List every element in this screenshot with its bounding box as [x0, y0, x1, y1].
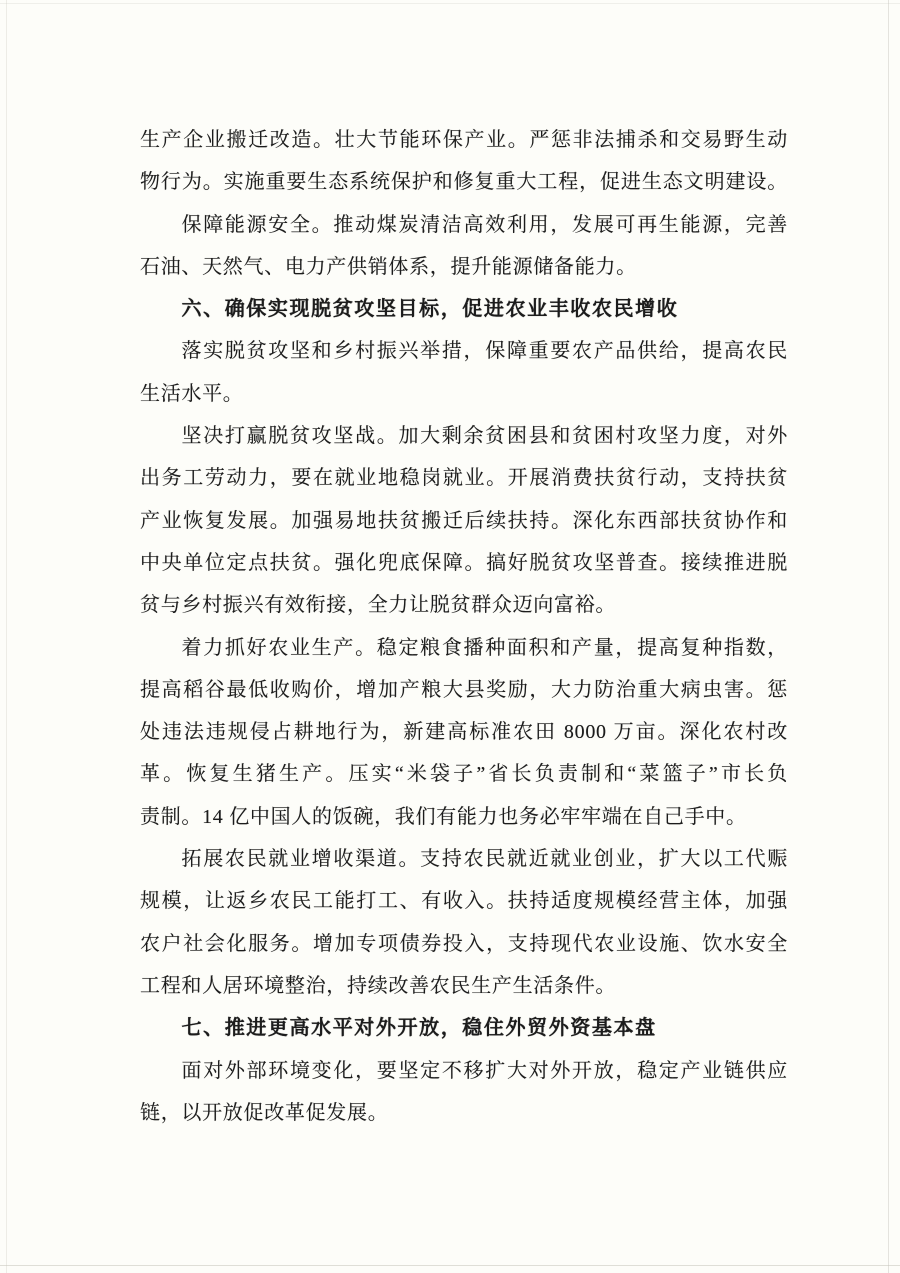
text-line: 贫与乡村振兴有效衔接，全力让脱贫群众迈向富裕。	[140, 594, 617, 617]
scan-edge-top	[0, 3, 900, 4]
section-heading: 六、确保实现脱贫攻坚目标，促进农业丰收农民增收	[181, 298, 679, 321]
text-line: 拓展农民就业增收渠道。支持农民就近就业创业，扩大以工代赈	[181, 848, 788, 871]
text-line: 责制。14 亿中国人的饭碗，我们有能力也务必牢牢端在自己手中。	[140, 805, 747, 828]
text-line: 物行为。实施重要生态系统保护和修复重大工程，促进生态文明建设。	[140, 171, 788, 194]
text-line: 出务工劳动力，要在就业地稳岗就业。开展消费扶贫行动，支持扶贫	[140, 467, 788, 490]
text-line: 落实脱贫攻坚和乡村振兴举措，保障重要农产品供给，提高农民	[181, 340, 788, 363]
text-line: 面对外部环境变化，要坚定不移扩大对外开放，稳定产业链供应	[181, 1059, 788, 1082]
text-line: 革。恢复生猪生产。压实“米袋子”省长负责制和“菜篮子”市长负	[140, 763, 788, 786]
scan-edge-left	[6, 0, 7, 1273]
text-line: 生产企业搬迁改造。壮大节能环保产业。严惩非法捕杀和交易野生动	[140, 129, 788, 151]
document-text-block	[140, 119, 788, 1134]
text-line: 保障能源安全。推动煤炭清洁高效利用，发展可再生能源，完善	[181, 213, 788, 236]
text-line: 着力抓好农业生产。稳定粮食播种面积和产量，提高复种指数，	[181, 636, 788, 659]
text-line: 链，以开放促改革促发展。	[140, 1101, 389, 1124]
section-heading: 七、推进更高水平对外开放，稳住外贸外资基本盘	[181, 1017, 657, 1040]
text-line: 提高稻谷最低收购价，增加产粮大县奖励，大力防治重大病虫害。惩	[140, 678, 788, 701]
scan-edge-right	[888, 0, 889, 1273]
text-line: 产业恢复发展。加强易地扶贫搬迁后续扶持。深化东西部扶贫协作和	[140, 509, 788, 532]
text-line: 中央单位定点扶贫。强化兜底保障。搞好脱贫攻坚普查。接续推进脱	[140, 551, 788, 574]
scan-edge-bottom	[0, 1265, 900, 1266]
text-line: 坚决打赢脱贫攻坚战。加大剩余贫困县和贫困村攻坚力度，对外	[181, 425, 788, 448]
text-line: 处违法违规侵占耕地行为，新建高标准农田 8000 万亩。深化农村改	[140, 721, 788, 744]
text-line: 石油、天然气、电力产供销体系，提升能源储备能力。	[140, 255, 637, 278]
text-line: 规模，让返乡农民工能打工、有收入。扶持适度规模经营主体，加强	[140, 890, 788, 913]
text-line: 农户社会化服务。增加专项债券投入，支持现代农业设施、饮水安全	[140, 932, 788, 955]
text-line: 工程和人居环境整治，持续改善农民生产生活条件。	[140, 974, 617, 997]
text-line: 生活水平。	[140, 382, 244, 405]
